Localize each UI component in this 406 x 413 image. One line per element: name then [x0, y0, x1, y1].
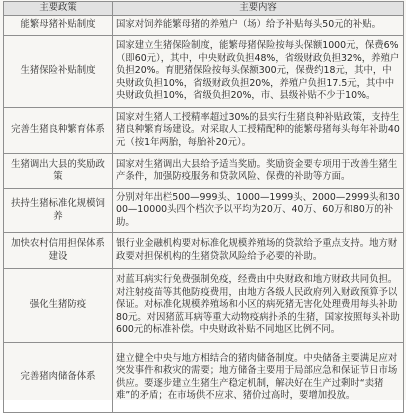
policy-cell: 扶持生猪标准化规模饲养 [4, 189, 113, 233]
policy-cell: 能繁母猪补贴制度 [4, 16, 113, 36]
content-cell: 银行业金融机构要对标准化规模养殖场的贷款给予重点支持。地方财政要对担保机构的生猪贷款风险给予必要的补助。 [113, 233, 404, 269]
policy-cell: 完善生猪良种繁育体系 [4, 108, 113, 154]
policy-table [3, 1, 404, 413]
table-row [4, 269, 404, 343]
table-row [4, 189, 404, 233]
header-policy: 主要政策 [4, 2, 113, 16]
policy-cell: 强化生猪防疫 [4, 269, 113, 343]
policy-cell: 生猪保险补贴制度 [4, 36, 113, 108]
policy-cell: 完善猪肉储备体系 [4, 343, 113, 413]
table-row [4, 154, 404, 189]
table-header-row [4, 2, 404, 16]
table-row [4, 16, 404, 36]
content-cell: 国家建立生猪保险制度，能繁母猪保险按每头保额1000元，保费6%（即60元），其中，中央财政负担48%，省级财政负担32%，养殖户负担20%。育肥猪保险按每头保额300元，保费约18元，其中，中央财政负担10%，省级财政负担20%，养殖户负担17.5元，其中中央财政负担10%，省级负担20%，市、县级补贴不少于10%。 [113, 36, 404, 108]
table-row [4, 108, 404, 154]
table-row [4, 343, 404, 413]
policy-cell: 生猪调出大县的奖励政策 [4, 154, 113, 189]
content-cell: 分别对年出栏500—999头、1000—1999头、2000—2999头和3000—10000头四个档次予以平均为20万、40万、60万和80万的补助。 [113, 189, 404, 233]
content-cell: 建立健全中央与地方相结合的猪肉储备制度。中央储备主要满足应对突发事件和救灾的需要；地方储备主要用于局部应急和保证节日市场供应。要逐步建立生猪生产稳定机制，解决好在生产过剩时“卖猪难”的矛盾；在市场供不应求、猪价过高时，要增加投放。 [113, 343, 404, 413]
content-cell: 国家对生猪调出大县给予适当奖励。奖励资金要专项用于改善生猪生产条件，加强防疫服务和贷款风险、保费的补助等方面。 [113, 154, 404, 189]
table-row [4, 233, 404, 269]
content-cell: 国家对饲养能繁母猪的养殖户（场）给予补贴每头50元的补贴。 [113, 16, 404, 36]
table-row [4, 36, 404, 108]
content-cell: 对蓝耳病实行免费强制免疫，经费由中央财政和地方财政共同负担。对注射疫苗等其他防疫费用，由地方各级人民政府列入财政预算予以保证。对标准化规模养殖场和小区的病死猪无害化处理费用每头补助80元。对因猪蓝耳病等重大动物疫病扑杀的生猪，国家按照每头补助600元的标准补偿。中央财政补贴不同地区比例不同。 [113, 269, 404, 343]
header-content: 主要内容 [113, 2, 404, 16]
content-cell: 国家对生猪人工授精率超过30%的县实行生猪良种补贴政策，支持生猪良种繁育场建设。对采取人工授精配种的能繁母猪每头每年补助40元（按1年两胎，每胎补20元）。 [113, 108, 404, 154]
policy-cell: 加快农村信用担保体系建设 [4, 233, 113, 269]
